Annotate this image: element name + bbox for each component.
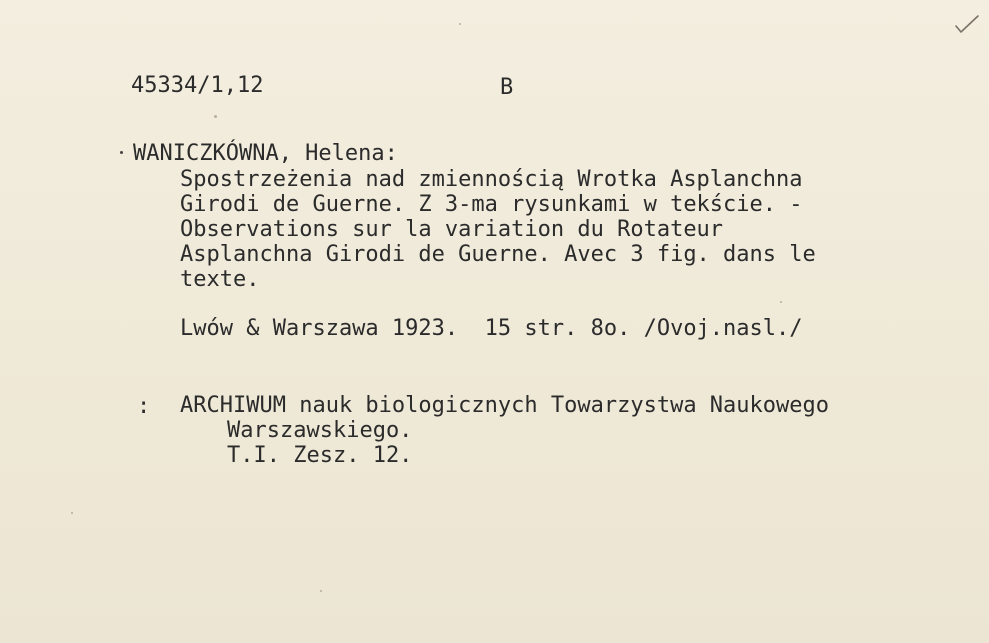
author-heading: WANICZKÓWNA, Helena: (133, 141, 398, 166)
paper-speck (320, 590, 322, 592)
paper-speck (71, 512, 73, 514)
title-line: texte. (180, 267, 260, 292)
call-number: 45334/1,12 (131, 73, 264, 98)
paper-speck (214, 115, 217, 118)
title-line: Asplanchna Girodi de Guerne. Avec 3 fig. dans le (180, 242, 816, 267)
paper-speck (780, 301, 782, 303)
series-line: Warszawskiego. (227, 418, 413, 443)
series-line: ARCHIWUM nauk biologicznych Towarzystwa Naukowego (180, 393, 830, 418)
bullet-dot (120, 151, 123, 154)
section-letter: B (500, 75, 514, 100)
check-mark-icon (952, 12, 982, 38)
paper-speck (459, 23, 461, 25)
title-line: Girodi de Guerne. Z 3-ma rysunkami w tekście. - (180, 192, 803, 217)
series-colon: : (137, 394, 151, 419)
series-line: T.I. Zesz. 12. (227, 443, 413, 468)
title-line: Spostrzeżenia nad zmiennością Wrotka Asplanchna (180, 167, 803, 192)
imprint-line: Lwów & Warszawa 1923. 15 str. 8o. /Ovoj.nasl./ (180, 316, 803, 341)
title-line: Observations sur la variation du Rotateur (180, 217, 724, 242)
